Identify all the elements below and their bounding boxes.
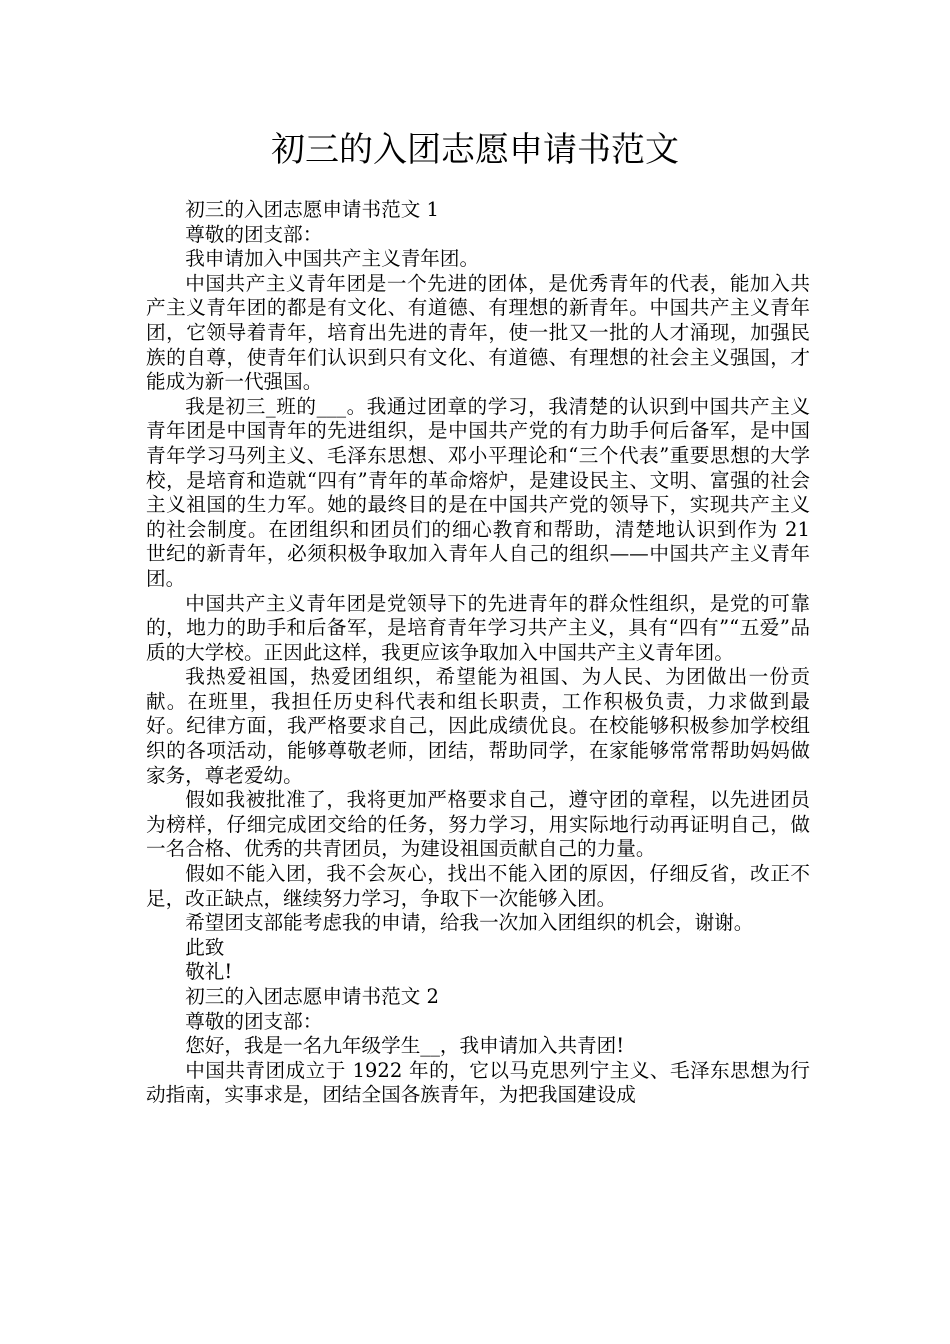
salutation: 尊敬的团支部： bbox=[185, 1009, 323, 1033]
paragraph: 中国共青团成立于 1922 年的，它以马克思列宁主义、毛泽东思想为行动指南，实事求是，团结全国各族青年，为把我国建设成 bbox=[146, 1058, 810, 1107]
closing-line: 此致 bbox=[185, 935, 225, 959]
paragraph: 中国共产主义青年团是党领导下的先进青年的群众性组织，是党的可靠的，地力的助手和后备军，是培育青年学习共产主义，具有“四有”“五爱”品质的大学校。正因此这样，我更应该争取加入中国共产主义青年团。 bbox=[146, 591, 810, 664]
section-heading-2: 初三的入团志愿申请书范文 2 bbox=[185, 985, 440, 1008]
paragraph: 我申请加入中国共产主义青年团。 bbox=[185, 247, 480, 271]
paragraph: 假如不能入团，我不会灰心，找出不能入团的原因，仔细反省，改正不足，改正缺点，继续努力学习，争取下一次能够入团。 bbox=[146, 862, 810, 910]
document-body bbox=[146, 198, 810, 1108]
section-heading-1: 初三的入团志愿申请书范文 1 bbox=[185, 198, 440, 221]
salutation: 尊敬的团支部： bbox=[185, 222, 323, 246]
paragraph: 中国共产主义青年团是一个先进的团体，是优秀青年的代表，能加入共产主义青年团的都是有文化、有道德、有理想的新青年。中国共产主义青年团，它领导着青年，培育出先进的青年，使一批又一批的人才涌现，加强民族的自尊，使青年们认识到只有文化、有道德、有理想的社会主义强国，才能成为新一代强国。 bbox=[146, 271, 810, 394]
closing-line: 敬礼! bbox=[185, 960, 233, 984]
paragraph: 我热爱祖国，热爱团组织，希望能为祖国、为人民、为团做出一份贡献。在班里，我担任历史科代表和组长职责，工作积极负责，力求做到最好。纪律方面，我严格要求自己，因此成绩优良。在校能够积极参加学校组织的各项活动，能够尊敬老师，团结，帮助同学，在家能够常常帮助妈妈做家务，尊老爱幼。 bbox=[146, 665, 810, 787]
paragraph: 您好，我是一名九年级学生__，我申请加入共青团! bbox=[185, 1034, 625, 1058]
paragraph: 希望团支部能考虑我的申请，给我一次加入团组织的机会，谢谢。 bbox=[185, 911, 754, 935]
paragraph: 假如我被批准了，我将更加严格要求自己，遵守团的章程，以先进团员为榜样，仔细完成团交给的任务，努力学习，用实际地行动再证明自己，做一名合格、优秀的共青团员，为建设祖国贡献自己的力量。 bbox=[146, 788, 810, 861]
paragraph: 我是初三_班的___。我通过团章的学习，我清楚的认识到中国共产主义青年团是中国青年的先进组织，是中国共产党的有力助手何后备军，是中国青年学习马列主义、毛泽东思想、邓小平理论和“三个代表”重要思想的大学校，是培育和造就“四有”青年的革命熔炉，是建设民主、文明、富强的社会主义祖国的生力军。她的最终目的是在中国共产党的领导下，实现共产主义的社会制度。在团组织和团员们的细心教育和帮助，清楚地认识到作为 21 世纪的新青年，必须积极争取加入青年人自己的组织——中国共产主义青年团。 bbox=[146, 394, 810, 590]
document-title: 初三的入团志愿申请书范文 bbox=[271, 130, 679, 170]
